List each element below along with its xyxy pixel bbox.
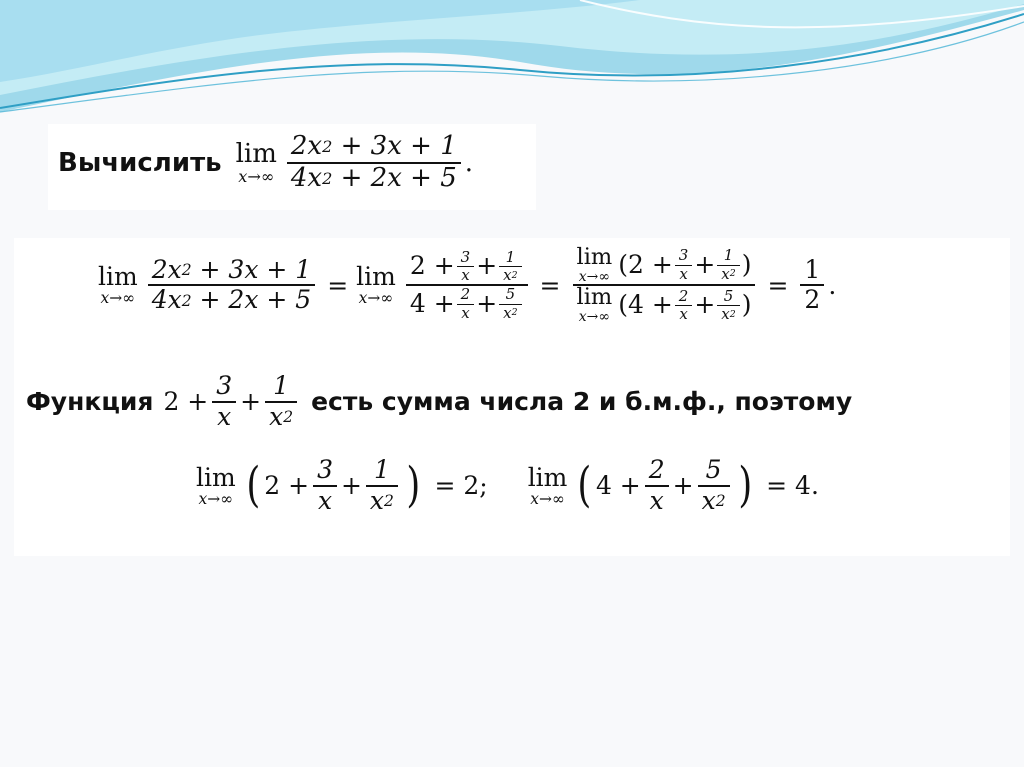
first-limit-expression: 2 + $\frac{3}{x}$ + 1 x 2: [264, 456, 402, 516]
problem-fraction: [287, 132, 461, 194]
problem-denominator: 4x 2 + 2x + 5: [290, 162, 457, 193]
second-limit-expression: 4 + $\frac{2}{x}$ + 5 x 2: [596, 456, 734, 516]
limit-operator: lim x→∞: [235, 138, 277, 186]
problem-numerator: 2x 2 + 3x + 1: [290, 131, 457, 161]
derivation-line: lim x→∞ 2x 2 + 3x + 1 4x 2 + 2x + 5 = lim x→∞ 2 + $\frac{3}{x}$ + 1 x 2 4 + $\frac{2}{x}$ + 5 x 2 = lim x→∞ (2 + $\frac{3}{x}$ + 1 x 2 ) lim x→∞ (4 + $\frac{2}{x}$ + 5 x 2 ) = $\frac{1}{2}$ .: [98, 244, 837, 325]
limit-operator: lim x→∞: [196, 462, 236, 508]
result-fraction: $\frac{1}{2}$: [800, 256, 824, 316]
header-wave-decoration: [0, 0, 1024, 120]
explanation-prefix: Функция: [26, 387, 154, 417]
divided-fraction: 2 + $\frac{3}{x}$ + 1 x 2 4 + $\frac{2}{x}$ + 5 x 2: [406, 249, 528, 322]
limits-line: lim x→∞ ( 2 + $\frac{3}{x}$ + 1 x 2 ) = 2; lim x→∞ ( 4 + $\frac{2}{x}$ + 5 x 2 ) = 4.: [196, 455, 819, 515]
second-limit-value: = 4.: [766, 471, 819, 501]
explanation-suffix: есть сумма числа 2 и б.м.ф., поэтому: [311, 387, 853, 417]
original-fraction: 2x 2 + 3x + 1 4x 2 + 2x + 5: [148, 256, 315, 316]
limit-operator: lim x→∞: [98, 262, 138, 308]
explanation-line: [26, 372, 852, 432]
first-limit-value: = 2;: [434, 471, 488, 501]
explanation-expression: 2 + $\frac{3}{x}$ + 1 x 2: [163, 372, 301, 432]
problem-label: Вычислить: [58, 147, 222, 178]
limit-ratio-fraction: lim x→∞ (2 + $\frac{3}{x}$ + 1 x 2 ) lim x→∞ (4 + $\frac{2}{x}$ + 5 x 2 ): [573, 246, 756, 325]
limit-operator: lim x→∞: [527, 462, 568, 508]
limit-operator: lim x→∞: [356, 262, 396, 308]
problem-statement: Вычислить lim x→∞ 2x 2 + 3x + 1 4x 2 + 2x + 5 .: [58, 131, 474, 193]
